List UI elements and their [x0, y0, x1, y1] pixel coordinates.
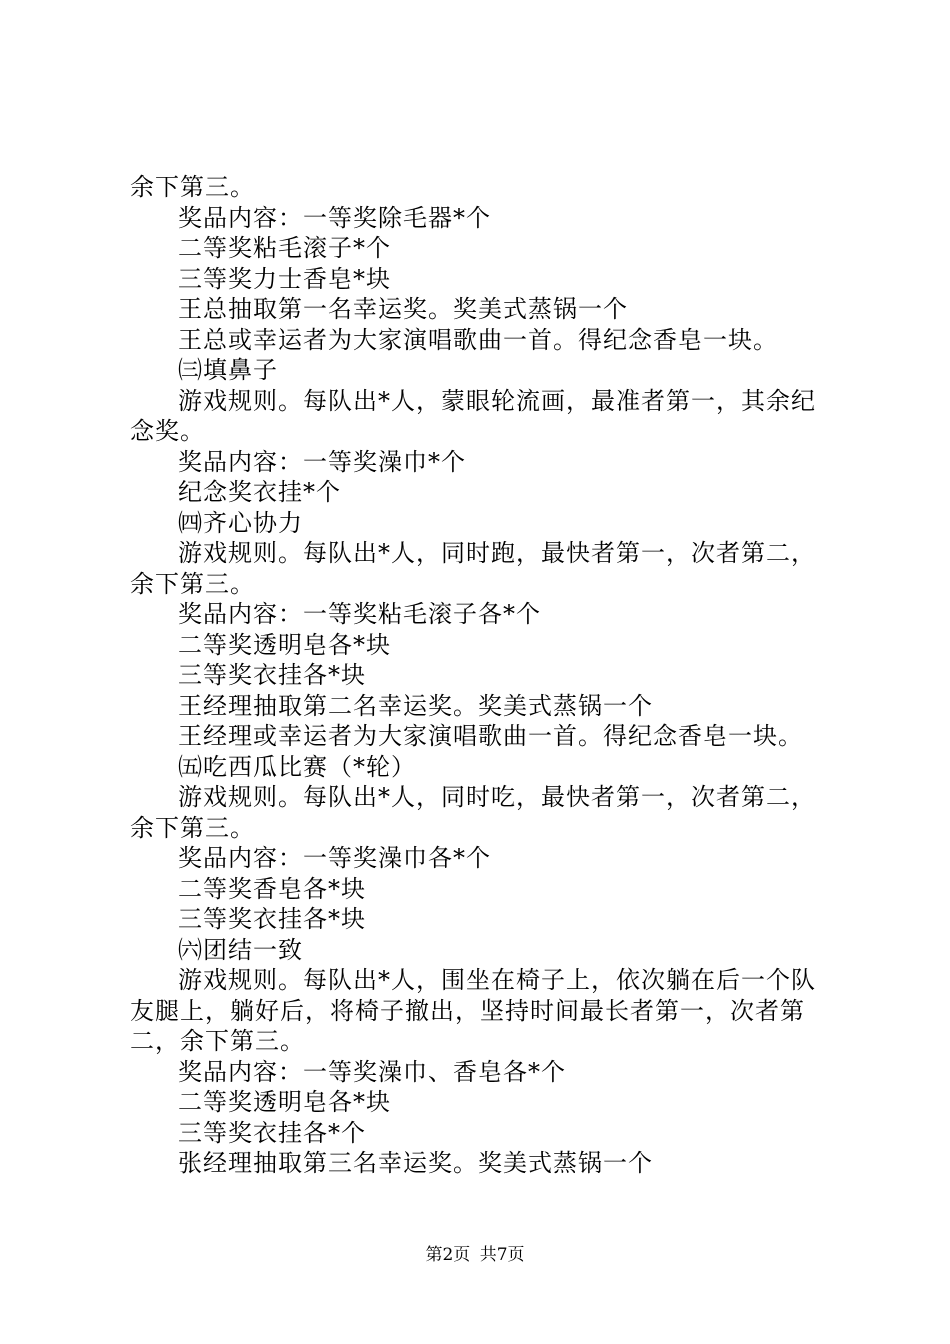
text-line: 张经理抽取第三名幸运奖。奖美式蒸锅一个: [178, 1149, 653, 1177]
text-line: 二等奖透明皂各*块: [178, 1088, 391, 1116]
text-line: 余下第三。: [130, 813, 255, 842]
text-line: 奖品内容：一等奖除毛器*个: [178, 203, 491, 232]
text-line: 王经理或幸运者为大家演唱歌曲一首。得纪念香皂一块。: [178, 722, 803, 750]
text-line: 奖品内容：一等奖粘毛滚子各*个: [178, 600, 541, 628]
text-line: 余下第三。: [130, 173, 255, 201]
text-line: 奖品内容：一等奖澡巾、香皂各*个: [178, 1057, 566, 1086]
page-total: 共7页: [479, 1245, 525, 1265]
text-line: 二，余下第三。: [130, 1027, 305, 1055]
text-line: 王总或幸运者为大家演唱歌曲一首。得纪念香皂一块。: [178, 325, 778, 354]
text-line: 二等奖香皂各*块: [178, 874, 366, 903]
text-line: 念奖。: [130, 417, 205, 445]
text-line: 游戏规则。每队出*人，同时吃，最快者第一，次者第二，: [178, 783, 816, 811]
text-line: 王总抽取第一名幸运奖。奖美式蒸锅一个: [178, 295, 628, 323]
text-line: 余下第三。: [130, 569, 255, 598]
text-line: 友腿上，躺好后，将椅子撤出，坚持时间最长者第一，次者第: [130, 996, 805, 1025]
text-line: 王经理抽取第二名幸运奖。奖美式蒸锅一个: [178, 691, 653, 720]
text-line: ㈢填鼻子: [178, 356, 278, 384]
text-line: ㈣齐心协力: [178, 508, 303, 537]
text-line: ㈤吃西瓜比赛（*轮）: [178, 752, 416, 781]
text-line: 游戏规则。每队出*人，围坐在椅子上，依次躺在后一个队: [178, 966, 816, 994]
text-line: 三等奖衣挂各*块: [178, 661, 366, 689]
page-footer: [0, 1244, 950, 1266]
text-line: 三等奖力士香皂*块: [178, 264, 391, 293]
text-line: 二等奖粘毛滚子*个: [178, 234, 391, 262]
document-body: [130, 172, 830, 1179]
text-line: 游戏规则。每队出*人，蒙眼轮流画，最准者第一，其余纪: [178, 386, 816, 415]
text-line: ㈥团结一致: [178, 935, 303, 964]
text-line: 纪念奖衣挂*个: [178, 478, 341, 506]
page-number: 第2页: [425, 1245, 471, 1265]
text-line: 二等奖透明皂各*块: [178, 630, 391, 659]
text-line: 三等奖衣挂各*块: [178, 905, 366, 933]
text-line: 奖品内容：一等奖澡巾各*个: [178, 844, 491, 872]
text-line: 游戏规则。每队出*人，同时跑，最快者第一，次者第二，: [178, 539, 816, 567]
text-line: 三等奖衣挂各*个: [178, 1118, 366, 1147]
text-line: 奖品内容：一等奖澡巾*个: [178, 447, 466, 476]
